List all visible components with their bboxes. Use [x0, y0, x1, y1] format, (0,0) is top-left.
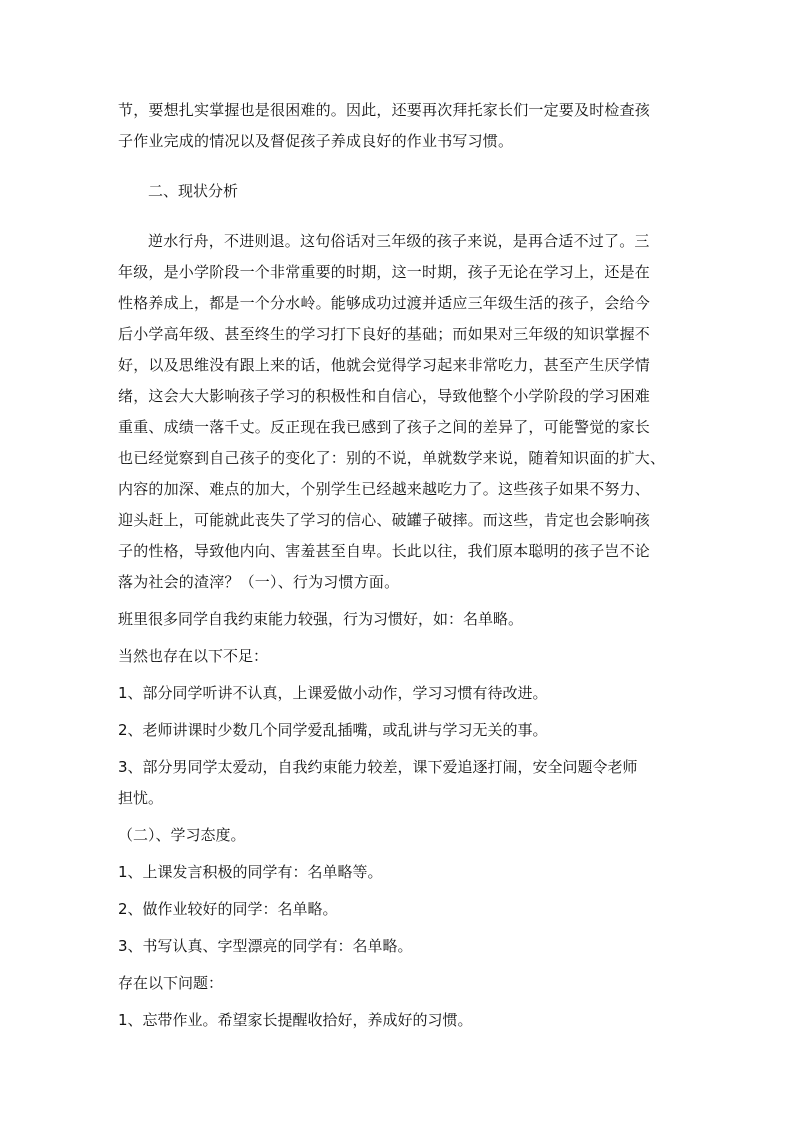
text-line: 后小学高年级、甚至终生的学习打下良好的基础；而如果对三年级的知识掌握不 [118, 325, 651, 343]
text-line: 性格养成上，都是一个分水岭。能够成功过渡并适应三年级生活的孩子，会给今 [118, 294, 651, 312]
list-item: 1、忘带作业。希望家长提醒收拾好，养成好的习惯。 [118, 1011, 473, 1029]
text-line: 好，以及思维没有跟上来的话，他就会觉得学习起来非常吃力，甚至产生厌学情 [118, 356, 651, 374]
list-item: 1、上课发言积极的同学有：名单略等。 [118, 863, 383, 881]
text-line: 节，要想扎实掌握也是很困难的。因此，还要再次拜托家长们一定要及时检查孩 [118, 101, 651, 119]
document-body [118, 95, 678, 1036]
list-item: 2、老师讲课时少数几个同学爱乱插嘴，或乱讲与学习无关的事。 [118, 721, 548, 739]
list-item: 3、书写认真、字型漂亮的同学有：名单略。 [118, 937, 413, 955]
list-item: 班里很多同学自我约束能力较强，行为习惯好，如：名单略。 [118, 610, 524, 628]
text-line: 子的性格，导致他内向、害羞甚至自卑。长此以往，我们原本聪明的孩子岂不论 [118, 542, 651, 560]
list-item: 2、做作业较好的同学：名单略。 [118, 900, 338, 918]
text-line: 落为社会的渣滓？（一）、行为习惯方面。 [118, 573, 400, 591]
text-line: 3、部分男同学太爱动，自我约束能力较差，课下爱追逐打闹，安全问题令老师 [118, 758, 638, 776]
text-line: 重重、成绩一落千丈。反正现在我已感到了孩子之间的差异了，可能警觉的家长 [118, 418, 651, 436]
text-line: 逆水行舟，不进则退。这句俗话对三年级的孩子来说，是再合适不过了。三 [148, 232, 650, 250]
list-item: 当然也存在以下不足： [118, 647, 269, 665]
text-line: 子作业完成的情况以及督促孩子养成良好的作业书写习惯。 [118, 132, 514, 150]
text-line: 绪，这会大大影响孩子学习的积极性和自信心，导致他整个小学阶段的学习困难 [118, 387, 651, 405]
list-item: 1、部分同学听讲不认真，上课爱做小动作，学习习惯有待改进。 [118, 684, 548, 702]
text-line: 内容的加深、难点的加大，个别学生已经越来越吃力了。这些孩子如果不努力、 [118, 480, 651, 498]
list-item: 存在以下问题： [118, 974, 224, 992]
analysis-paragraph [118, 226, 678, 598]
text-line: 担忧。 [118, 789, 164, 807]
list-item [118, 752, 678, 814]
intro-paragraph [118, 95, 678, 157]
text-line: 也已经觉察到自己孩子的变化了：别的不说，单就数学来说，随着知识面的扩大、 [118, 449, 666, 467]
text-line: 年级，是小学阶段一个非常重要的时期，这一时期，孩子无论在学习上，还是在 [118, 263, 651, 281]
text-line: 迎头赶上，可能就此丧失了学习的信心、破罐子破摔。而这些，肯定也会影响孩 [118, 511, 651, 529]
subsection-heading: （二）、学习态度。 [118, 826, 246, 844]
section-heading: 二、现状分析 [148, 182, 239, 200]
